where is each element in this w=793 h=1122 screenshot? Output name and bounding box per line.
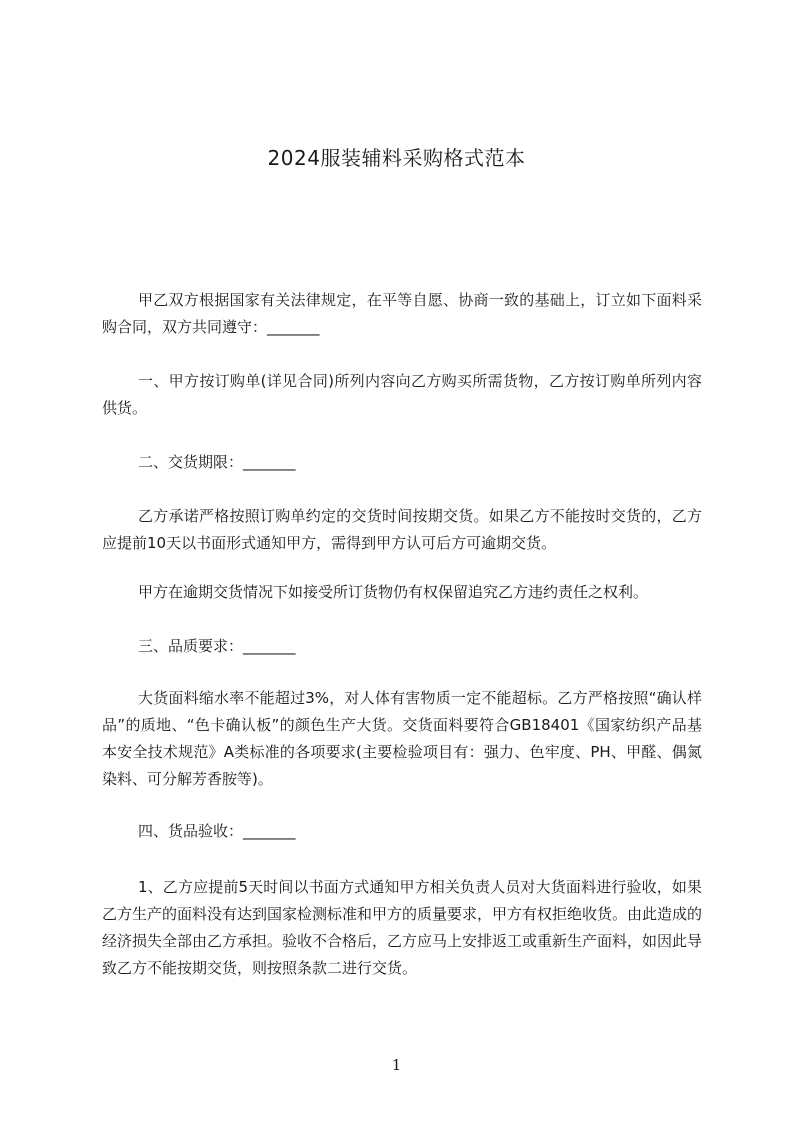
section-3-paragraph-1: 大货面料缩水率不能超过3%，对人体有害物质一定不能超标。乙方严格按照“确认样品”的质地、“色卡确认板”的颜色生产大货。交货面料要符合GB18401《国家纺织产品基本安全技术规范》A类标准的各项要求(主要检验项目有：强力、色牢度、PH、甲醛、偶氮染料、可分解芳香胺等)。 [102,689,702,788]
section-2-heading: 二、交货期限：_______ [138,453,296,471]
section-2-paragraph-1: 乙方承诺严格按照订购单约定的交货时间按期交货。如果乙方不能按时交货的，乙方应提前10天以书面形式通知甲方，需得到甲方认可后方可逾期交货。 [102,507,702,552]
section-4-paragraph-1: 1、乙方应提前5天时间以书面方式通知甲方相关负责人员对大货面料进行验收，如果乙方生产的面料没有达到国家检测标准和甲方的质量要求，甲方有权拒绝收货。由此造成的经济损失全部由乙方承担。验收不合格后，乙方应马上安排返工或重新生产面料，如因此导致乙方不能按期交货，则按照条款二进行交货。 [102,878,703,977]
section-1-paragraph: 一、甲方按订购单(详见合同)所列内容向乙方购买所需货物，乙方按订购单所列内容供货。 [102,372,702,417]
section-4-heading: 四、货品验收：_______ [138,822,296,840]
page-number: 1 [391,1056,402,1074]
document-title: 2024服装辅料采购格式范本 [267,146,526,170]
section-2-paragraph-2: 甲方在逾期交货情况下如接受所订货物仍有权保留追究乙方违约责任之权利。 [138,583,649,601]
intro-paragraph: 甲乙双方根据国家有关法律规定，在平等自愿、协商一致的基础上，订立如下面料采购合同，双方共同遵守：_______ [102,291,702,336]
section-3-heading: 三、品质要求：_______ [138,637,296,655]
